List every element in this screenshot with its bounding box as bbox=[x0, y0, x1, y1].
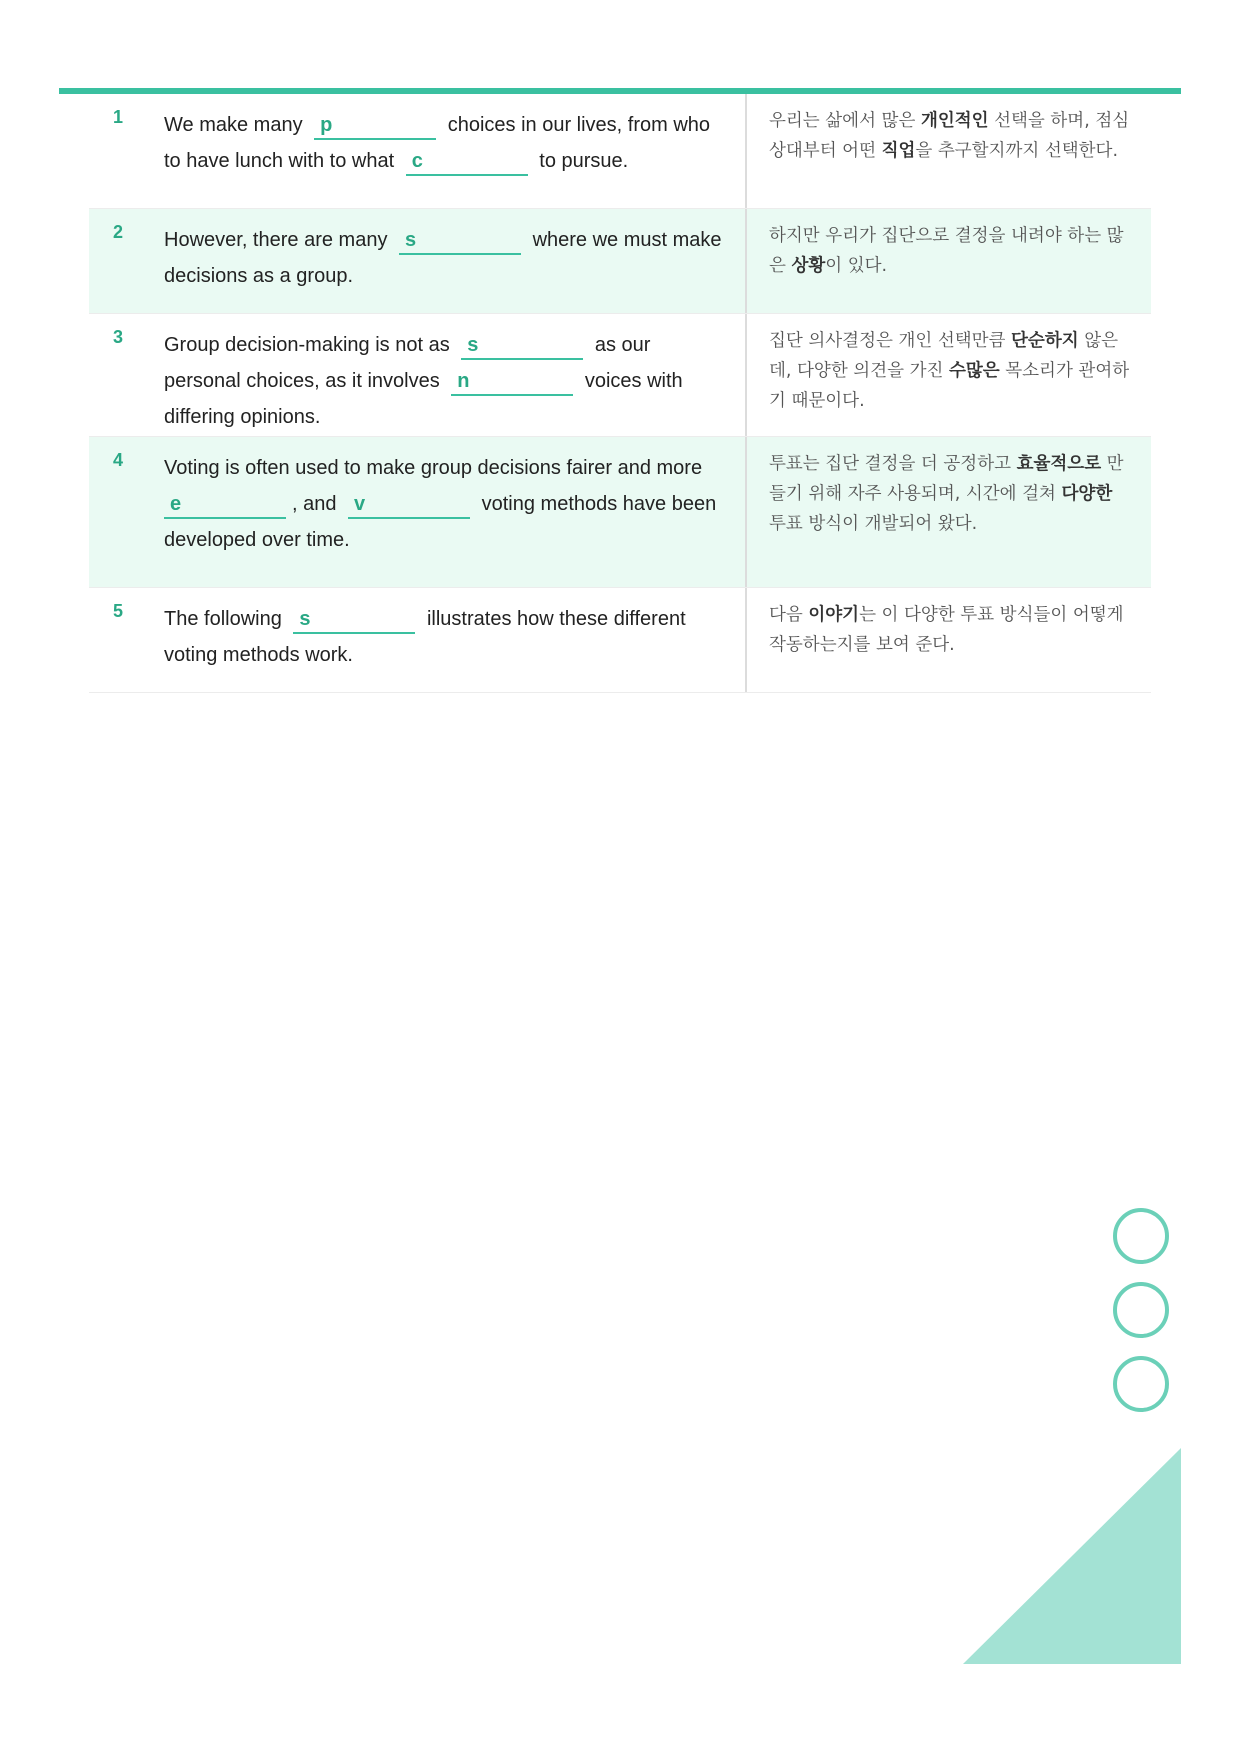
keyword: 직업 bbox=[881, 141, 916, 161]
sentence-text: The following bbox=[164, 608, 282, 630]
translation-text: 집단 의사결정은 개인 선택만큼 bbox=[769, 331, 1012, 351]
sentence-row bbox=[89, 437, 1151, 588]
korean-translation bbox=[745, 437, 1151, 587]
blank-e[interactable]: e bbox=[164, 491, 286, 519]
sentence-text: However, there are many bbox=[164, 229, 388, 251]
english-sentence bbox=[143, 314, 745, 436]
vocabulary-worksheet-table bbox=[89, 94, 1151, 693]
sentence-text: We make many bbox=[164, 114, 303, 136]
sentence-text: choices in our lives, from who to have lunch with to what bbox=[164, 114, 711, 172]
sentence-text: where we must make decisions as a group. bbox=[164, 229, 722, 287]
sentence-text: , and bbox=[292, 493, 337, 515]
keyword: 효율적으로 bbox=[1016, 454, 1102, 474]
sentence-text: illustrates how these different voting methods work. bbox=[164, 608, 686, 666]
keyword: 수많은 bbox=[948, 361, 1000, 381]
english-sentence bbox=[143, 588, 745, 692]
korean-translation bbox=[745, 209, 1151, 313]
translation-text: 선택을 하며, 점심 상대부터 어떤 bbox=[769, 111, 1130, 161]
translation-text: 을 추구할지까지 선택한다. bbox=[915, 141, 1119, 161]
translation-text: 이 있다. bbox=[825, 256, 888, 276]
keyword: 상황 bbox=[791, 256, 826, 276]
sentence-number: 4 bbox=[113, 450, 124, 470]
sentence-text: Voting is often used to make group decisions fairer and more bbox=[164, 457, 703, 479]
translation-text: 우리는 삶에서 많은 bbox=[769, 111, 921, 131]
translation-text: 만들기 위해 자주 사용되며, 시간에 걸쳐 bbox=[769, 454, 1124, 504]
decorative-circle-icon bbox=[1113, 1356, 1169, 1412]
sentence-row bbox=[89, 588, 1151, 693]
translation-text: 투표 방식이 개발되어 왔다. bbox=[769, 514, 978, 534]
keyword: 이야기 bbox=[808, 605, 860, 625]
sentence-text: as our personal choices, as it involves bbox=[164, 334, 651, 392]
translation-text: 투표는 집단 결정을 더 공정하고 bbox=[769, 454, 1017, 474]
blank-v[interactable]: v bbox=[348, 491, 470, 519]
sentence-number: 2 bbox=[113, 222, 124, 242]
blank-p[interactable]: p bbox=[314, 112, 436, 140]
translation-text: 않은데, 다양한 의견을 가진 bbox=[769, 331, 1119, 381]
english-sentence bbox=[143, 94, 745, 208]
sentence-text: voting methods have been developed over time. bbox=[164, 493, 717, 551]
translation-text: 목소리가 관여하기 때문이다. bbox=[769, 361, 1130, 411]
translation-text: 다음 bbox=[769, 605, 809, 625]
sentence-text: to pursue. bbox=[539, 150, 629, 172]
blank-s[interactable]: s bbox=[461, 332, 583, 360]
english-sentence bbox=[143, 437, 745, 587]
sentence-row bbox=[89, 209, 1151, 314]
blank-s[interactable]: s bbox=[399, 227, 521, 255]
decorative-circle-icon bbox=[1113, 1282, 1169, 1338]
keyword: 다양한 bbox=[1061, 484, 1113, 504]
korean-translation bbox=[745, 588, 1151, 692]
blank-c[interactable]: c bbox=[406, 148, 528, 176]
sentence-number: 5 bbox=[113, 601, 124, 621]
blank-n[interactable]: n bbox=[451, 368, 573, 396]
keyword: 개인적인 bbox=[920, 111, 989, 131]
sentence-text: Group decision-making is not as bbox=[164, 334, 450, 356]
translation-text: 하지만 우리가 집단으로 결정을 내려야 하는 많은 bbox=[769, 226, 1124, 276]
translation-text: 는 이 다양한 투표 방식들이 어떻게 작동하는지를 보여 준다. bbox=[769, 605, 1124, 655]
sentence-number: 3 bbox=[113, 327, 124, 347]
english-sentence bbox=[143, 209, 745, 313]
sentence-text: voices with differing opinions. bbox=[164, 370, 683, 428]
sentence-row bbox=[89, 94, 1151, 209]
korean-translation bbox=[745, 314, 1151, 436]
keyword: 단순하지 bbox=[1011, 331, 1079, 351]
blank-s[interactable]: s bbox=[293, 606, 415, 634]
decorative-circle-icon bbox=[1113, 1208, 1169, 1264]
sentence-row bbox=[89, 314, 1151, 437]
sentence-number: 1 bbox=[113, 107, 124, 127]
korean-translation bbox=[745, 94, 1151, 208]
decorative-corner-triangle bbox=[963, 1448, 1181, 1664]
